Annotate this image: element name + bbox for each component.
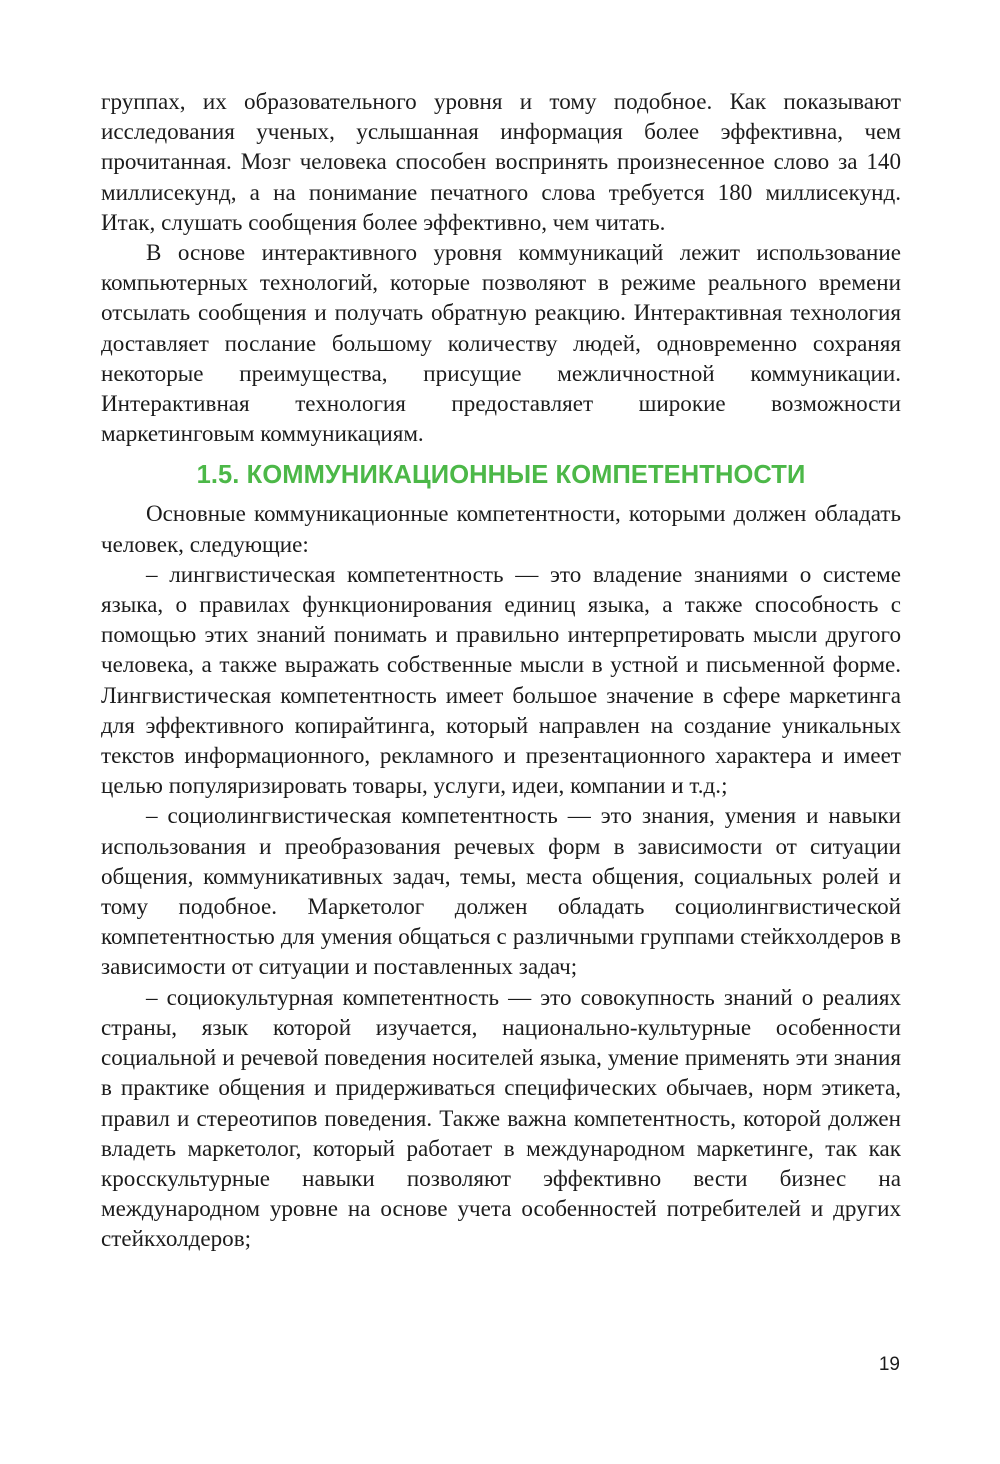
paragraph-continuation: группах, их образовательного уровня и тому подобное. Как показывают исследования ученых, услышанная информация более эффективна, чем прочитанная. Мозг человека способен воспринять произнесенное слово за 140 миллисекунд, а на понимание печатного слова требуется 180 миллисекунд. Итак, слушать сообщения более эффективно, чем читать. — [101, 88, 901, 235]
section-heading: 1.5. КОММУНИКАЦИОННЫЕ КОМПЕТЕНТНОСТИ — [196, 461, 806, 490]
paragraph-intro-competences: Основные коммуникационные компетентности, которыми должен обладать человек, следующие: — [101, 500, 901, 557]
page-number: 19 — [878, 1354, 900, 1375]
paragraph-linguistic-competence: – лингвистическая компетентность — это владение знаниями о системе языка, о правилах функционирования единиц языка, а также способность с помощью этих знаний понимать и правильно интерпретировать мысли другого человека, а также выражать собственные мысли в устной и письменной форме. Лингвистическая компетентность имеет большое значение в сфере маркетинга для эффективного копирайтинга, который направлен на создание уникальных текстов информационного, рекламного и презентационного характера и имеет целью популяризировать товары, услуги, идеи, компании и т.д.; — [101, 560, 901, 799]
paragraph-interactive-level: В основе интерактивного уровня коммуникаций лежит использование компьютерных технологий, которые позволяют в режиме реального времени отсылать сообщения и получать обратную реакцию. Интерактивная технология доставляет послание большому количеству людей, одновременно сохраняя некоторые преимущества, присущие межличностной коммуникации. Интерактивная технология предоставляет широкие возможности маркетинговым коммуникациям. — [101, 239, 901, 447]
page-body — [101, 86, 901, 1254]
paragraph-sociocultural-competence: – социокультурная компетентность — это совокупность знаний о реалиях страны, язык которой изучается, национально-культурные особенности социальной и речевой поведения носителей языка, умение применять эти знания в практике общения и придерживаться специфических обычаев, норм этикета, правил и стереотипов поведения. Также важна компетентность, которой должен владеть маркетолог, который работает в международном маркетинге, так как кросскультурные навыки позволяют эффективно вести бизнес на международном уровне на основе учета особенностей потребителей и других стейкхолдеров; — [101, 983, 901, 1252]
paragraph-sociolinguistic-competence: – социолингвистическая компетентность — это знания, умения и навыки использования и преобразования речевых форм в зависимости от ситуации общения, коммуникативных задач, темы, места общения, социальных ролей и тому подобное. Маркетолог должен обладать социолингвистической компетентностью для умения общаться с различными группами стейкхолдеров в зависимости от ситуации и поставленных задач; — [101, 802, 901, 980]
